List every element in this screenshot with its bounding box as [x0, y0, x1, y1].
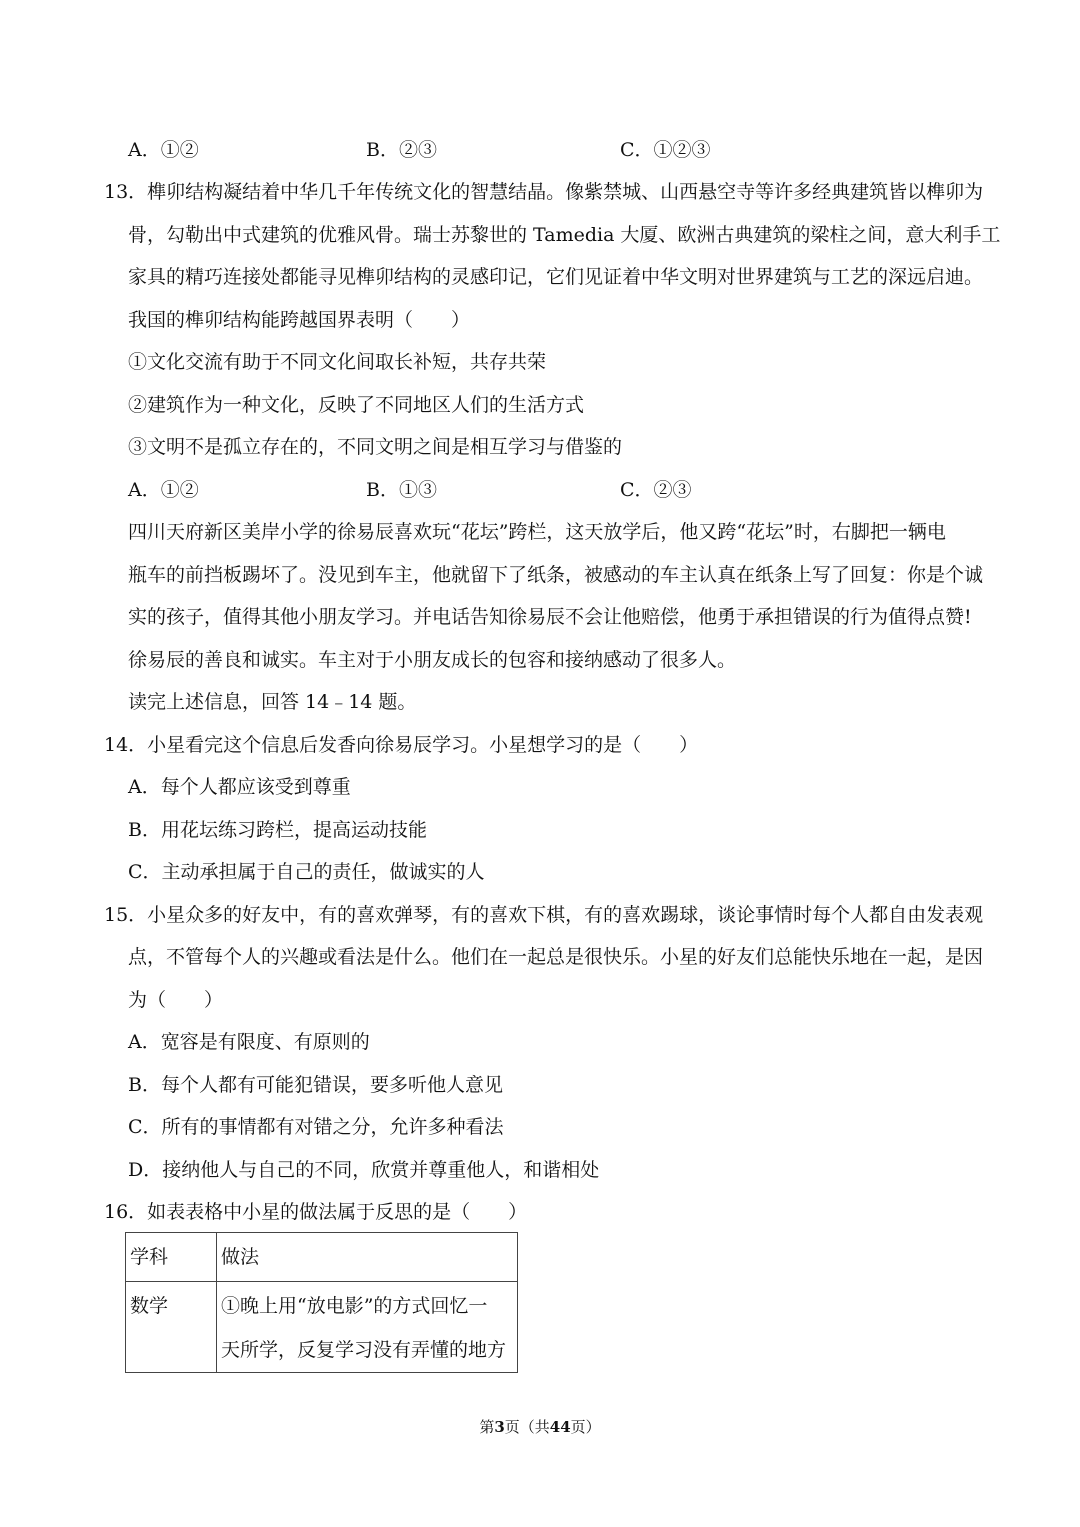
q15-line-3: 为（ ） [128, 989, 224, 1011]
q15-line-1: 15．小星众多的好友中，有的喜欢弹琴，有的喜欢下棋，有的喜欢踢球，谈论事情时每个人都自由发表观 [104, 904, 984, 926]
page-footer: 第3页（共44页） [479, 1418, 601, 1436]
q13-option-a: A．①② [128, 479, 199, 501]
q12-option-b: B．②③ [366, 139, 437, 161]
q14-option-c: C．主动承担属于自己的责任，做诚实的人 [128, 861, 485, 883]
q12-option-c: C．①②③ [620, 139, 711, 161]
passage-line-1: 四川天府新区美岸小学的徐易辰喜欢玩“花坛”跨栏，这天放学后，他又跨“花坛”时，右脚把一辆电 [128, 521, 946, 543]
q15-option-a: A．宽容是有限度、有原则的 [128, 1031, 370, 1053]
passage-line-3: 实的孩子，值得其他小朋友学习。并电话告知徐易辰不会让他赔偿，他勇于承担错误的行为值得点赞! [128, 606, 972, 628]
q15-option-c: C．所有的事情都有对错之分，允许多种看法 [128, 1116, 504, 1138]
q13-statement-3: ③文明不是孤立存在的，不同文明之间是相互学习与借鉴的 [128, 436, 623, 458]
q12-option-a: A．①② [128, 139, 199, 161]
q15-option-d: D．接纳他人与自己的不同，欣赏并尊重他人，和谐相处 [128, 1159, 600, 1181]
q13-line-4: 我国的榫卯结构能跨越国界表明（ ） [128, 309, 471, 331]
table-cell-subject: 数学 [130, 1295, 169, 1317]
q13-option-b: B．①③ [366, 479, 437, 501]
q14-option-b: B．用花坛练习跨栏，提高运动技能 [128, 819, 427, 841]
q13-statement-1: ①文化交流有助于不同文化间取长补短，共存共荣 [128, 351, 547, 373]
q13-statement-2: ②建筑作为一种文化，反映了不同地区人们的生活方式 [128, 394, 585, 416]
table-header-row [126, 1233, 518, 1282]
passage-instruction: 读完上述信息，回答 14﹣14 题。 [128, 691, 417, 713]
passage-line-2: 瓶车的前挡板踢坏了。没见到车主，他就留下了纸条，被感动的车主认真在纸条上写了回复：你是个诚 [128, 564, 984, 586]
q15-option-b: B．每个人都有可能犯错误，要多听他人意见 [128, 1074, 503, 1096]
total-pages: 44 [549, 1418, 571, 1436]
q13-line-2: 骨，勾勒出中式建筑的优雅风骨。瑞士苏黎世的 Tamedia 大厦、欧洲古典建筑的梁柱之间，意大利手工 [128, 224, 1001, 246]
q16-table [125, 1232, 518, 1373]
table-header-subject: 学科 [130, 1246, 169, 1268]
q13-line-1: 13．榫卯结构凝结着中华几千年传统文化的智慧结晶。像紫禁城、山西悬空寺等许多经典建筑皆以榫卯为 [104, 181, 984, 203]
q13-option-c: C．②③ [620, 479, 692, 501]
q14-stem: 14．小星看完这个信息后发香向徐易辰学习。小星想学习的是（ ） [104, 734, 699, 756]
table-header-method: 做法 [221, 1246, 260, 1268]
q15-line-2: 点，不管每个人的兴趣或看法是什么。他们在一起总是很快乐。小星的好友们总能快乐地在一起，是因 [128, 946, 984, 968]
q16-stem: 16．如表表格中小星的做法属于反思的是（ ） [104, 1201, 528, 1223]
table-cell-method: ①晚上用“放电影”的方式回忆一 天所学，反复学习没有弄懂的地方 [221, 1295, 507, 1361]
page-number: 3 [494, 1418, 505, 1436]
table-row [126, 1282, 518, 1373]
q14-option-a: A．每个人都应该受到尊重 [128, 776, 351, 798]
q13-line-3: 家具的精巧连接处都能寻见榫卯结构的灵感印记，它们见证着中华文明对世界建筑与工艺的深远启迪。 [128, 266, 984, 288]
passage-line-4: 徐易辰的善良和诚实。车主对于小朋友成长的包容和接纳感动了很多人。 [128, 649, 737, 671]
